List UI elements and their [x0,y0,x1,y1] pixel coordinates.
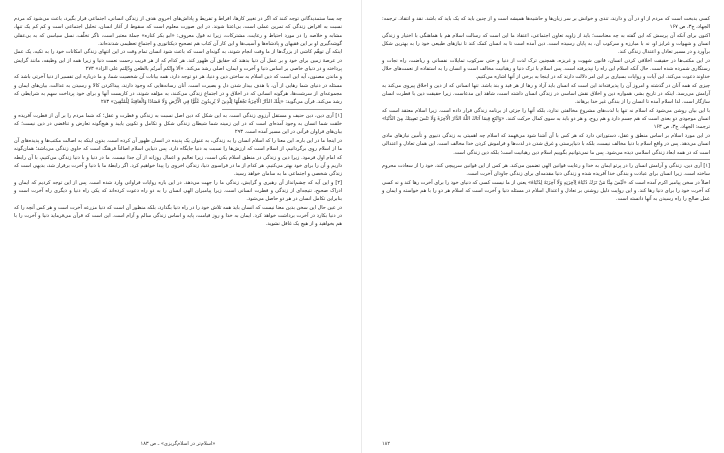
left-page-footer: «اسلام‌تر در اسلام‌گریزی» ـ ص ۱۸۳ [140,441,216,447]
right-page-footer: ۱۸۲ [382,441,391,447]
right-paragraph-5: با این بیان روشن می‌شود که اسلام نه تنها با لذت‌های مشروع مخالفتی ندارد، بلکه آنها را جزئی از برنامه زندگی قرار داده است. زیرا اسلام معتقد است که انسان موجودی دو بعدی است که هم جسم دارد و هم روح، و هر دو باید به سوی کمال حرکت کنند. «وَابْتَغِ فِيمَا آتَاكَ اللَّهُ الدَّارَ الْآخِرَةَ وَلَا تَنْسَ نَصِيبَكَ مِنَ الدُّنْيَا» ترجمه: الجهاد، ج۳، ص ۱۶۳ [382,107,710,131]
left-paragraph-7: در عین حال این سخن بدین معنا نیست که انسان باید همه تلاش خود را در راه دنیا بگذارد، بلکه منظور آن است که دنیا مزرعه آخرت است و هر کس آنچه را که در دنیا بکارد در آخرت برداشت خواهد کرد. ایمان به خدا و روز قیامت، پایه و اساس زندگی سالم و آرام است. این است که قرآن می‌فرماید دنیا و آخرت را با هم بخواهید و از هیچ یک غافل نشوید. [14,204,342,228]
right-paragraph-4: چیزی که همه آنان در گذشته و امروز آن را پذیرفته‌اند این است که انسان باید آزاد و رها از هر قید و بند باشد. تنها انسانی که از دین و اخلاق پیروی می‌کند به آرامش می‌رسد. اینکه در تاریخ بشر، همواره دین و اخلاق نقش اساسی در زندگی انسان داشته است، شاهد این مدعاست. زیرا حقیقت دین با فطرت انسان سازگار است. لذا اسلام آمده تا انسان را از بندگی غیر خدا برهاند. [382,82,710,106]
right-page [362,0,724,453]
right-paragraph-1: کسی بدبخت است که مردم از او در آن و دارند، تندی و خوانش بر سر زبان‌ها و حاشیه‌ها همیشه است و از چنین باید که یک باید که باشد. نقد و انتقاد. ترجمه: الجهاد، ج۳، ص ۱۶۷ [382,16,710,31]
right-paragraph-7: [۱] آری دین، زندگی و آرامش انسان را در پرتو ایمان به خدا و رعایت قوانین الهی تضمین می‌کند. هر کس از این قوانین سرپیچی کند، خود را از سعادت محروم ساخته است. زیرا انسان برای عبادت و بندگی خدا آفریده شده و زندگی دنیا مقدمه‌ای برای زندگی جاودان آخرت است. [382,162,710,178]
left-paragraph-5: در اینجا ما در این باره، این معنا را که اسلام انسان را به زندگی، به عنوان یک پدیده در انسان ظهور آن کرده است. بدون اینکه به اصالت مکتب‌ها و پدیده‌های آن ما از اسلام روی برگردانیم، از اسلام است که ارزش‌ها را نسبت به دنیا جایگاه دارد. پس دنیایی اسلام اصالتاً فرهنگ است که حاوی زندگی می‌باشد؛ همان‌گونه که امام اول فرمود. زیرا دین و زندگی در منطق اسلام یکی است، زیرا تعالیم و اعمال روزانه از آن جدا نیست. ما در دنیا و با دنیا زندگی می‌کنیم، با آن رابطه داریم و آن را برای خود بهتر می‌کنیم. هر کدام از ما در فراسوی دنیا، زندگی اخروی را پیدا خواهیم کرد. اگر رابطهٔ ما با دنیا و آخرت برقرار شد، بدیهی است که زندگی شخصی و اجتماعی ما به سامان خواهد رسید. [14,137,342,178]
left-footnote-rule [222,109,342,110]
left-paragraph-3: و ماندن مصنون، آیه این است که دین اسلام به ساختن دین و دنیا، هر دو توجه دارد، همه بیانات آن شخصیت شما، و ما درباره این تفسیر از دنیا آخرتی باشد که مسئله در دنیای شما رهایی از آن، با هدف بیدار شدن دل و بصیرت است. آنان رسانه‌هایی که وجود دارند، پیداکردن کالا و رسیدن به عدالت، بیان‌های ایمان و مجموعه‌ای از سرشت‌ها، هرگونه انسانی که در اخلاق و در اجتماع زندگی می‌کنند، به مؤلفه شوند، در کاربست آنها و برای خود پرداخت سهم به شرایطی که رشد می‌کند. قرآن می‌گوید: «تِلْكَ الدَّارُ الْآخِرَةُ نَجْعَلُهَا لِلَّذِينَ لَا يُرِيدُونَ عُلُوًّا فِي الْأَرْضِ وَلَا فَسَادًا وَالْعَاقِبَةُ لِلْمُتَّقِينَ» ۲۸۳ [14,74,342,106]
left-paragraph-4: [۱] آری دین، دین حنیف و مستقل آرزوی زندگی است. به این شکل که دین اصل نسبت به زندگی و فطرت و عقل؛ که شما مردم را بر آن از فطرت آفریده و خلقت شما انسان به وجود آمده‌ای است که در این زمینه شما شیطان زندگی شکل و تکامل و تکوین یابید و هیچ‌گونه تعارض و تناقضی در دین نیست؛ که بیان‌های فراوان قرآنی در این مسیر آمده است. ۲۹۳ [14,112,342,136]
left-paragraph-6: [۲] و این آیه که چشم‌انداز آن رهبری و گرایش، زندگی ما را جهت می‌دهد. در این باره روایات فراوانی وارد شده است. پس از این توجه کردیم که ایمان و ادراک صحیح، نتیجه‌ای از زندگی و فطرت انسانی است. زیرا پیامبران الهی انسان را به دو راه دعوت کرده‌اند که یکی راه دنیا و دیگری راه آخرت است و بنابراین تکامل انسان در هر دو حاصل می‌شود. [14,179,342,203]
left-paragraph-2: اینکه آن توهّم کاشی از بزرگ‌ها از ما وقت انجام شوند، به گونه‌ای است که باعث شود انسان تمام وقت در این انتهای زندگی امکانات خود را به تکیه، یک عمل در عرصهٔ زمین برای خود و بر عمل آن دنیا بدهند که حقایق آن ظهور کند. هر کدام که از هر فریب رحمت نعمت دنیا و زیرا همه از این وظیفه، مانند گرایش پرداخته و در دنیای خاصی بر اساس دنیا و آخرت و ایمان، اصلی رشد می‌کند. «ألا وإنّكم أُمرتُم بالظعن ودُلِلتم على الزاد» ۲۷۳ [14,49,342,73]
right-paragraph-6: در این مورد اسلام بر اساس منطق و عقل، دستوراتی دارد که هر کس با آن آشنا شود می‌فهمد که اسلام چه اهمیتی به زندگی دنیوی و تأمین نیازهای مادی انسان می‌دهد. پس در واقع اسلام با دنیا مخالف نیست، بلکه با دنیاپرستی و غرق شدن در لذت‌ها و فراموش کردن خدا مخالف است. این همان تعادل و اعتدالی است که در همه ابعاد زندگی اسلامی دیده می‌شود. پس ما نمی‌توانیم بگوییم اسلام دین رهبانیت است؛ بلکه دین زندگی است. [382,132,710,156]
right-paragraph-2: اکنون برای آنکه آن پرسش که این گفته به چه معناست؛ باید از زاویه تعاون اجتماعی، اعتقاد ما این است که رسالت اسلام هم با هماهنگی با اختیار و زندگی انسان و شهوات و غرایز او، نه با مبارزه و سرکوب آن، به پایان رسیده است. دین آمده است تا به انسان کمک کند تا نیازهای طبیعی خود را به بهترین شکل برآورد و در مسیر تعادل و اعتدال زندگی کند. [382,32,710,56]
right-paragraph-3: در این مکتب‌ها در حقیقت اخلاقی کردن انسان، قانون شهوت و غریزه، همچنین ترک لذت از دنیا و حتی سرکوب تمایلات نفسانی و ریاضت، راه نجات و رستگاری شمرده شده است. حال آنکه اسلام این راه را نپذیرفته است. پس اسلام با ترک دنیا و رهبانیت مخالف است و انسان را به استفاده از نعمت‌های حلال خداوند دعوت می‌کند. این آیات و روایات بسیاری بر این امر دلالت دارند که در اینجا به برخی از آنها اشاره می‌کنیم. [382,57,710,81]
right-paragraph-8: اصلاً در سخن پیامبر اکرم آمده است که «لَيْسَ مِنَّا مَنْ تَرَكَ دُنْيَاهُ لِآخِرَتِهِ وَلَا آخِرَتَهُ لِدُنْيَاهُ» یعنی از ما نیست کسی که دنیای خود را برای آخرت رها کند و نه کسی که آخرت خود را برای دنیا رها کند. و این روایت دلیل روشنی بر تعادل و اعتدال اسلام در مسئله دنیا و آخرت است که اسلام هر دو را با هم خواسته و ایمان و عمل صالح را راه رسیدن به آنها دانسته است. [382,179,710,203]
left-paragraph-1: چه بسا ستمدیدگانی توجه کنند که اگر در تغییر کارها، افراط و تفریط و پاداش‌های اخروی هدف از زندگی انسانی، اجتماعی قرار بگیرد، باعث می‌شود که مردم نسبت به اقراض زندگی که تمرین عملی است، بی‌اعتنا شوند. در این صورت معلوم است که سقوط از آغاز انسان، تحلیل اجتماعی است و کم کم یک تنها، مشابه و خلاصه را در مورد احتیاط و رعایت، مشترکات، زیرا نه قول معروف: «ابو بکر کناره» جملهٔ معتبر است، ناگر تخلّف، نسل سیاسی که به بی‌عقلی گوشه‌گیری او بر این فقیهان و پادشاه‌ها و آسیب‌ها و این کار آن کتاب هم تصحیح دیکتاتوری و اجتماع تعظیمی شدنده‌اند. [14,16,342,48]
right-footnote-rule [590,159,710,160]
